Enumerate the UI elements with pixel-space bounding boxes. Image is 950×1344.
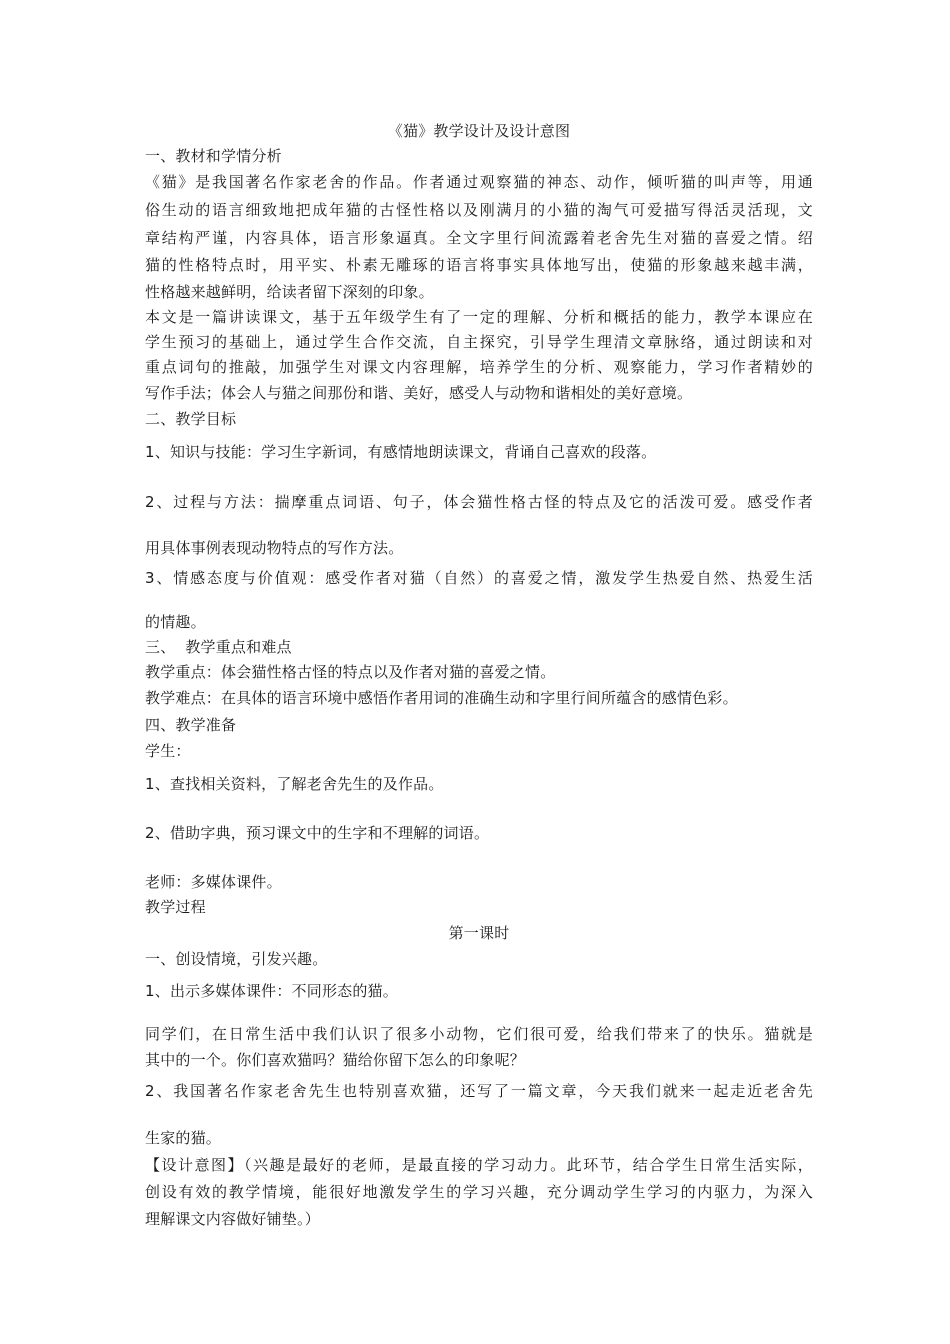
key-point: 教学重点：体会猫性格古怪的特点以及作者对猫的喜爱之情。 [145, 663, 556, 681]
doc-title: 《猫》教学设计及设计意图 [387, 122, 571, 140]
step-1-heading: 一、创设情境，引发兴趣。 [145, 950, 328, 968]
process-heading: 教学过程 [145, 898, 206, 916]
paragraph-line: 本文是一篇讲读课文，基于五年级学生有了一定的理解、分析和概括的能力，教学本课应在 [145, 308, 813, 326]
paragraph-line: 俗生动的语言细致地把成年猫的古怪性格以及刚满月的小猫的淘气可爱描写得活灵活现，文 [145, 201, 813, 219]
step-1-item-1: 1、出示多媒体课件：不同形态的猫。 [145, 982, 398, 1000]
teacher-prep: 老师：多媒体课件。 [145, 873, 282, 891]
paragraph-line: 重点词句的推敲，加强学生对课文内容理解，培养学生的分析、观察能力，学习作者精妙的 [145, 358, 813, 376]
paragraph-line: 猫的性格特点时，用平实、朴素无雕琢的语言将事实具体地写出，使猫的形象越来越丰满， [145, 256, 813, 274]
talk-line-2: 其中的一个。你们喜欢猫吗？猫给你留下怎么的印象呢？ [145, 1051, 526, 1069]
goal-2-line-2: 用具体事例表现动物特点的写作方法。 [145, 539, 404, 557]
design-intent-line: 理解课文内容做好铺垫。） [145, 1210, 320, 1228]
design-intent-line: 创设有效的教学情境，能很好地激发学生的学习兴趣，充分调动学生学习的内驱力，为深入 [145, 1183, 813, 1201]
section-heading-1: 一、教材和学情分析 [145, 147, 282, 165]
section-heading-3: 三、 教学重点和难点 [145, 638, 292, 656]
goal-3-line-1: 3、情感态度与价值观：感受作者对猫（自然）的喜爱之情，激发学生热爱自然、热爱生活 [145, 569, 813, 587]
step-1-item-2-line-2: 生家的猫。 [145, 1129, 222, 1147]
goal-2-line-1: 2、过程与方法：揣摩重点词语、句子，体会猫性格古怪的特点及它的活泼可爱。感受作者 [145, 493, 813, 511]
prep-2: 2、借助字典，预习课文中的生字和不理解的词语。 [145, 824, 490, 842]
step-1-item-2-line-1: 2、我国著名作家老舍先生也特别喜欢猫，还写了一篇文章，今天我们就来一起走近老舍先 [145, 1082, 813, 1100]
difficulty: 教学难点：在具体的语言环境中感悟作者用词的准确生动和字里行间所蕴含的感情色彩。 [145, 689, 738, 707]
goal-3-line-2: 的情趣。 [145, 613, 206, 631]
design-intent-line: 【设计意图】（兴趣是最好的老师，是最直接的学习动力。此环节，结合学生日常生活实际， [145, 1156, 813, 1174]
section-heading-2: 二、教学目标 [145, 410, 237, 428]
paragraph-line: 写作手法；体会人与猫之间那份和谐、美好，感受人与动物和谐相处的美好意境。 [145, 384, 693, 402]
paragraph-line: 《猫》是我国著名作家老舍的作品。作者通过观察猫的神态、动作，倾听猫的叫声等，用通 [145, 173, 813, 191]
lesson-title: 第一课时 [448, 924, 510, 942]
paragraph-line: 性格越来越鲜明，给读者留下深刻的印象。 [145, 283, 434, 301]
prep-1: 1、查找相关资料，了解老舍先生的及作品。 [145, 775, 444, 793]
paragraph-line: 学生预习的基础上，通过学生合作交流，自主探究，引导学生理清文章脉络，通过朗读和对 [145, 333, 813, 351]
paragraph-line: 章结构严谨，内容具体，语言形象逼真。全文字里行间流露着老舍先生对猫的喜爱之情。绍 [145, 229, 813, 247]
section-heading-4: 四、教学准备 [145, 716, 237, 734]
students-label: 学生： [145, 742, 191, 760]
goal-1: 1、知识与技能：学习生字新词，有感情地朗读课文，背诵自己喜欢的段落。 [145, 443, 657, 461]
talk-line-1: 同学们，在日常生活中我们认识了很多小动物，它们很可爱，给我们带来了的快乐。猫就是 [145, 1025, 813, 1043]
